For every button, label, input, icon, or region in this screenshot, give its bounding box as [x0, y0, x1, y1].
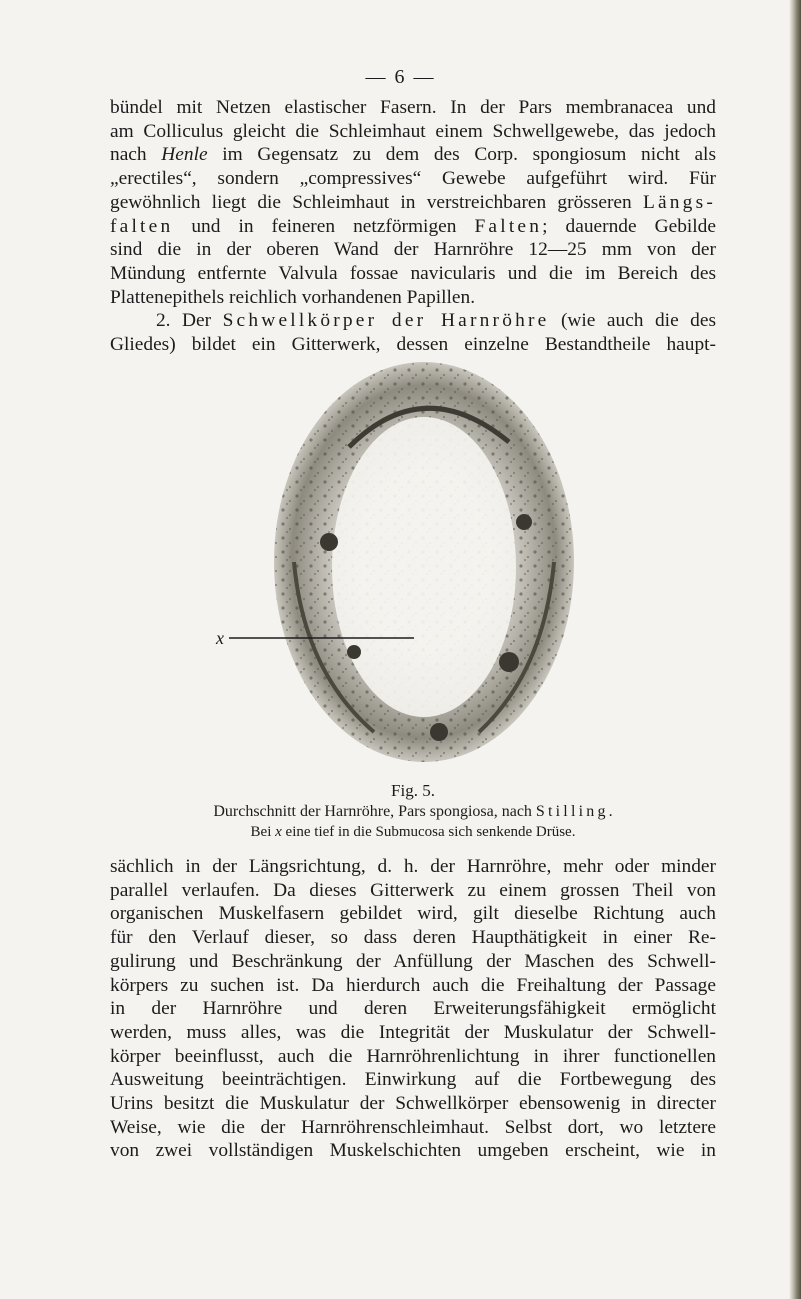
text-line: „erectiles“, sondern „compressives“ Gewebe aufgeführt wird. Für	[110, 168, 716, 190]
spaced-term: falten	[110, 215, 174, 237]
text-line: sind die in der oberen Wand der Harnröhre 12—25 mm von der	[110, 239, 716, 261]
paragraph-2-line: 2. Der Schwellkörper der Harnröhre (wie auch die des	[155, 310, 717, 332]
figure-caption: Durchschnitt der Harnröhre, Pars spongiosa, nach Stilling.	[213, 803, 613, 820]
text-line: von zwei vollständigen Muskelschichten umgeben erscheint, wie in	[110, 1140, 716, 1162]
text-line: gulirung und Beschränkung der Anfüllung der Maschen des Schwell-	[110, 950, 716, 972]
page-number: — 6 —	[365, 66, 436, 88]
figure-marker-x: x	[216, 628, 224, 648]
text-line: körpers zu suchen ist. Da hierdurch auch die Freihaltung der Passage	[110, 974, 716, 996]
author-stilling: Stilling	[535, 803, 609, 820]
spaced-term: Längs-	[642, 191, 716, 213]
text-line: Mündung entfernte Valvula fossae navicularis und die im Bereich des	[110, 262, 716, 284]
text-line: für den Verlauf dieser, so dass deren Haupthätigkeit in einer Re-	[110, 927, 716, 949]
text-line: in der Harnröhre und deren Erweiterungsfähigkeit ermöglicht	[110, 998, 716, 1020]
text-line: Weise, wie die der Harnröhrenschleimhaut. Selbst dort, wo letztere	[110, 1116, 716, 1138]
spaced-term: Schwellkörper der Harnröhre	[222, 310, 550, 332]
urethra-cross-section-illustration	[216, 352, 624, 772]
text-line: nach Henle im Gegensatz zu dem des Corp. spongiosum nicht als	[110, 144, 716, 166]
paragraph-3	[110, 855, 716, 1163]
text-line: Plattenepithels reichlich vorhandenen Papillen.	[110, 286, 476, 308]
paragraph-1	[110, 96, 716, 357]
figure-cross-section	[216, 352, 624, 772]
figure-label: Fig. 5.	[391, 781, 435, 800]
text-line: Ausweitung beeinträchtigen. Einwirkung auf die Fortbewegung des	[110, 1069, 716, 1091]
text-line: parallel verlaufen. Da dieses Gitterwerk zu einem grossen Theil von	[110, 879, 716, 901]
author-henle: Henle	[161, 144, 208, 166]
text-line: sächlich in der Längsrichtung, d. h. der Harnröhre, mehr oder minder	[110, 856, 716, 877]
text-line: falten und in feineren netzförmigen Falten; dauernde Gebilde	[110, 215, 716, 237]
figure-note: Bei x eine tief in die Submucosa sich senkende Drüse.	[250, 824, 576, 840]
text-line: bündel mit Netzen elastischer Fasern. In der Pars membranacea und	[110, 97, 716, 118]
text-line: organischen Muskelfasern gebildet wird, gilt dieselbe Richtung auch	[110, 903, 716, 925]
text-line: körper beeinflusst, auch die Harnröhrenlichtung in ihrer functionellen	[110, 1045, 716, 1067]
text-line: Urins besitzt die Muskulatur der Schwellkörper ebensowenig in directer	[110, 1093, 716, 1115]
paragraph-2-line: Gliedes) bildet ein Gitterwerk, dessen einzelne Bestandtheile haupt-	[110, 334, 716, 356]
page-edge-shadow	[789, 0, 801, 1299]
text-line: gewöhnlich liegt die Schleimhaut in verstreichbaren grösseren Längs-	[110, 191, 716, 213]
text-line: am Colliculus gleicht die Schleimhaut einem Schwellgewebe, das jedoch	[110, 120, 716, 142]
text-line: werden, muss alles, was die Integrität der Muskulatur der Schwell-	[110, 1021, 716, 1043]
spaced-term: Falten	[474, 215, 543, 237]
